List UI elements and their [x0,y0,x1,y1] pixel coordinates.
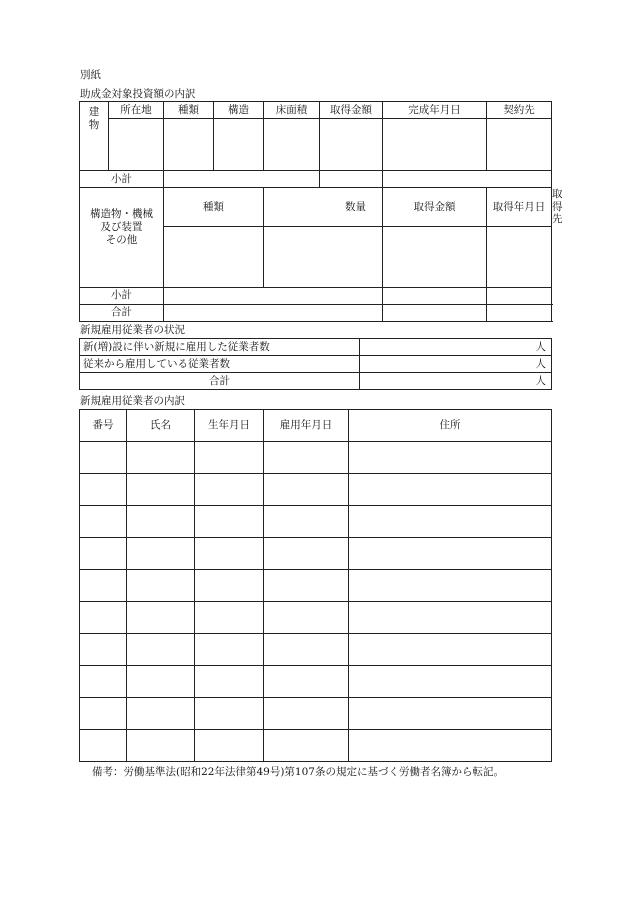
new-hires-label: 新(増)設に伴い新規に雇用した従業者数 [80,339,360,356]
employee-breakdown-title: 新規雇用従業者の内訳 [80,395,185,407]
investment-title: 助成金対象投資額の内訳 [80,88,196,100]
header-birth-date: 生年月日 [195,410,264,442]
employment-total-count[interactable]: 人 [360,373,552,390]
address-cell[interactable] [349,538,552,570]
birth-date-cell[interactable] [195,698,264,730]
equipment-label-line-3: その他 [105,234,138,247]
employee-row [80,506,552,538]
birth-date-cell[interactable] [195,442,264,474]
header-name: 氏名 [127,410,195,442]
investment-total-label: 合計 [80,304,164,321]
employee-breakdown-table [79,409,552,762]
address-cell[interactable] [349,442,552,474]
hire-date-cell[interactable] [264,506,349,538]
employment-status-table [79,338,552,390]
header-address: 住所 [349,410,552,442]
building-header-type: 種類 [164,102,214,119]
number-cell[interactable] [80,570,127,602]
birth-date-cell[interactable] [195,602,264,634]
birth-date-cell[interactable] [195,538,264,570]
address-cell[interactable] [349,634,552,666]
investment-total-amount[interactable] [383,304,487,321]
address-cell[interactable] [349,474,552,506]
building-cell-type[interactable] [164,119,214,171]
number-cell[interactable] [80,538,127,570]
investment-total-blank [164,304,383,321]
equipment-header-acquisition-date: 取得年月日 [487,188,552,227]
employee-row [80,442,552,474]
building-header-floor-area: 床面積 [264,102,320,119]
building-subtotal-label: 小計 [80,171,164,188]
hire-date-cell[interactable] [264,666,349,698]
equipment-header-quantity: 数量 [264,188,383,227]
building-cell-completion-date[interactable] [383,119,487,171]
birth-date-cell[interactable] [195,570,264,602]
equipment-cell-quantity[interactable] [264,226,383,287]
employee-row [80,666,552,698]
employment-status-title: 新規雇用従業者の状況 [80,324,185,336]
birth-date-cell[interactable] [195,474,264,506]
address-cell[interactable] [349,570,552,602]
existing-employees-count[interactable]: 人 [360,356,552,373]
name-cell[interactable] [127,570,195,602]
number-cell[interactable] [80,634,127,666]
investment-table: 建 物 所在地 種類 構造 床面積 取得金額 完成年月日 契約先 小計 構造物・機械 及び装置 その他 種類 数量 取得金額 取得年月日 取得先 小計 合計 [79,101,552,322]
name-cell[interactable] [127,506,195,538]
building-cell-acquisition-amount[interactable] [320,119,383,171]
attachment-label: 別紙 [80,69,101,81]
name-cell[interactable] [127,538,195,570]
header-number: 番号 [80,410,127,442]
birth-date-cell[interactable] [195,666,264,698]
hire-date-cell[interactable] [264,442,349,474]
equipment-subtotal-blank [164,287,383,304]
building-cell-contractor[interactable] [487,119,552,171]
employment-total-label: 合計 [80,373,360,390]
employee-row [80,474,552,506]
building-cell-location[interactable] [109,119,164,171]
existing-employees-label: 従来から雇用している従業者数 [80,356,360,373]
equipment-subtotal-label: 小計 [80,287,164,304]
name-cell[interactable] [127,730,195,762]
number-cell[interactable] [80,666,127,698]
name-cell[interactable] [127,474,195,506]
employee-row [80,730,552,762]
equipment-subtotal-rest [487,287,552,304]
address-cell[interactable] [349,698,552,730]
number-cell[interactable] [80,474,127,506]
building-label [80,102,109,171]
building-label-char-2: 物 [88,119,100,132]
equipment-header-acquisition-amount: 取得金額 [383,188,487,227]
address-cell[interactable] [349,666,552,698]
building-label-char-1: 建 [88,106,100,118]
hire-date-cell[interactable] [264,538,349,570]
number-cell[interactable] [80,506,127,538]
number-cell[interactable] [80,602,127,634]
employee-row [80,602,552,634]
address-cell[interactable] [349,602,552,634]
investment-total-rest [487,304,552,321]
name-cell[interactable] [127,666,195,698]
header-hire-date: 雇用年月日 [264,410,349,442]
employee-row [80,538,552,570]
address-cell[interactable] [349,506,552,538]
number-cell[interactable] [80,442,127,474]
birth-date-cell[interactable] [195,634,264,666]
birth-date-cell[interactable] [195,506,264,538]
employee-row [80,698,552,730]
name-cell[interactable] [127,442,195,474]
equipment-label-line-2: 及び装置 [100,221,143,234]
building-header-completion-date: 完成年月日 [383,102,487,119]
building-subtotal-rest [383,171,552,188]
remarks-note: 備考：労働基準法(昭和22年法律第49号)第107条の規定に基づく労働者名簿から転記。 [92,766,504,778]
name-cell[interactable] [127,634,195,666]
birth-date-cell[interactable] [195,730,264,762]
name-cell[interactable] [127,602,195,634]
building-header-structure: 構造 [214,102,264,119]
hire-date-cell[interactable] [264,730,349,762]
equipment-cell-type[interactable] [164,226,264,287]
hire-date-cell[interactable] [264,634,349,666]
hire-date-cell[interactable] [264,698,349,730]
new-hires-count[interactable]: 人 [360,339,552,356]
building-cell-structure[interactable] [214,119,264,171]
equipment-header-type: 種類 [164,188,264,227]
building-header-location: 所在地 [109,102,164,119]
building-header-acquisition-amount: 取得金額 [320,102,383,119]
building-cell-floor-area[interactable] [264,119,320,171]
hire-date-cell[interactable] [264,570,349,602]
number-cell[interactable] [80,698,127,730]
name-cell[interactable] [127,698,195,730]
equipment-label [80,188,164,288]
building-subtotal-amount[interactable] [320,171,383,188]
hire-date-cell[interactable] [264,602,349,634]
number-cell[interactable] [80,730,127,762]
equipment-subtotal-amount[interactable] [383,287,487,304]
equipment-cell-acquisition-amount[interactable] [383,226,487,287]
equipment-label-line-1: 構造物・機械 [90,208,153,220]
employee-row [80,634,552,666]
equipment-cell-acquisition-date[interactable] [487,226,552,287]
building-subtotal-blank [164,171,320,188]
building-header-contractor: 契約先 [487,102,552,119]
hire-date-cell[interactable] [264,474,349,506]
employee-row [80,570,552,602]
address-cell[interactable] [349,730,552,762]
